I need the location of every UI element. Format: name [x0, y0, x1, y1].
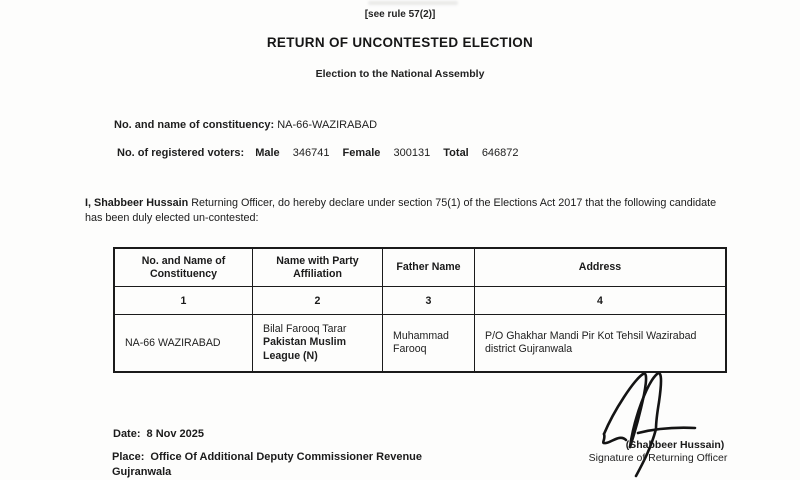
place-value: Office Of Additional Deputy Commissioner Revenue Gujranwala [112, 451, 423, 478]
address-value: P/O Ghakhar Mandi Pir Kot Tehsil Wazirabad district Gujranwala [485, 329, 697, 355]
constituency-label: No. and name of constituency: [114, 119, 275, 131]
declaration-paragraph [85, 196, 719, 226]
signatory-title: Signature of Returning Officer [588, 452, 728, 464]
declaration-text: Returning Officer, do hereby declare under section 75(1) of the Elections Act 2017 that the following candidate has been duly elected un-contested: [85, 197, 717, 224]
column-number-2: 2 [253, 287, 383, 315]
candidate-result-table [113, 247, 727, 373]
table-header-address: Address [475, 249, 725, 287]
rule-reference: [see rule 57(2)] [364, 9, 436, 20]
cell-father-name [383, 315, 475, 371]
place-label: Place: [112, 451, 145, 463]
cell-constituency [115, 315, 253, 371]
candidate-name: Bilal Farooq Tarar [263, 322, 347, 335]
constituency-cell-value: NA-66 WAZIRABAD [125, 337, 221, 349]
column-number-1: 1 [115, 287, 253, 315]
document-subtitle: Election to the National Assembly [315, 68, 485, 80]
document-title: RETURN OF UNCONTESTED ELECTION [266, 35, 534, 50]
scan-cutoff-artifact [368, 1, 458, 5]
table-header-name-party: Name with Party Affiliation [253, 249, 383, 287]
constituency-line [114, 119, 377, 131]
cell-name-party [253, 315, 383, 371]
place-line [112, 450, 484, 480]
table-header-constituency: No. and Name of Constituency [115, 249, 253, 287]
column-number-3: 3 [383, 287, 475, 315]
total-count: 646872 [481, 147, 519, 159]
female-count: 300131 [393, 147, 431, 159]
signatory-name: (Shabbeer Hussain) [625, 439, 725, 451]
cell-address [475, 315, 725, 371]
table-header-father-name: Father Name [383, 249, 475, 287]
male-label: Male [255, 147, 280, 159]
male-count: 346741 [292, 147, 330, 159]
registered-voters-line [117, 147, 519, 159]
declaration-officer-name: I, Shabbeer Hussain [85, 197, 189, 209]
total-label: Total [443, 147, 469, 159]
father-name-value: Muhammad Farooq [393, 329, 449, 355]
date-value: 8 Nov 2025 [146, 428, 204, 440]
column-number-4: 4 [475, 287, 725, 315]
female-label: Female [342, 147, 381, 159]
candidate-party: Pakistan Muslim League (N) [263, 336, 347, 362]
date-line [113, 428, 204, 440]
constituency-value: NA-66-WAZIRABAD [277, 119, 378, 131]
date-label: Date: [113, 428, 141, 440]
voters-label: No. of registered voters: [117, 147, 245, 159]
